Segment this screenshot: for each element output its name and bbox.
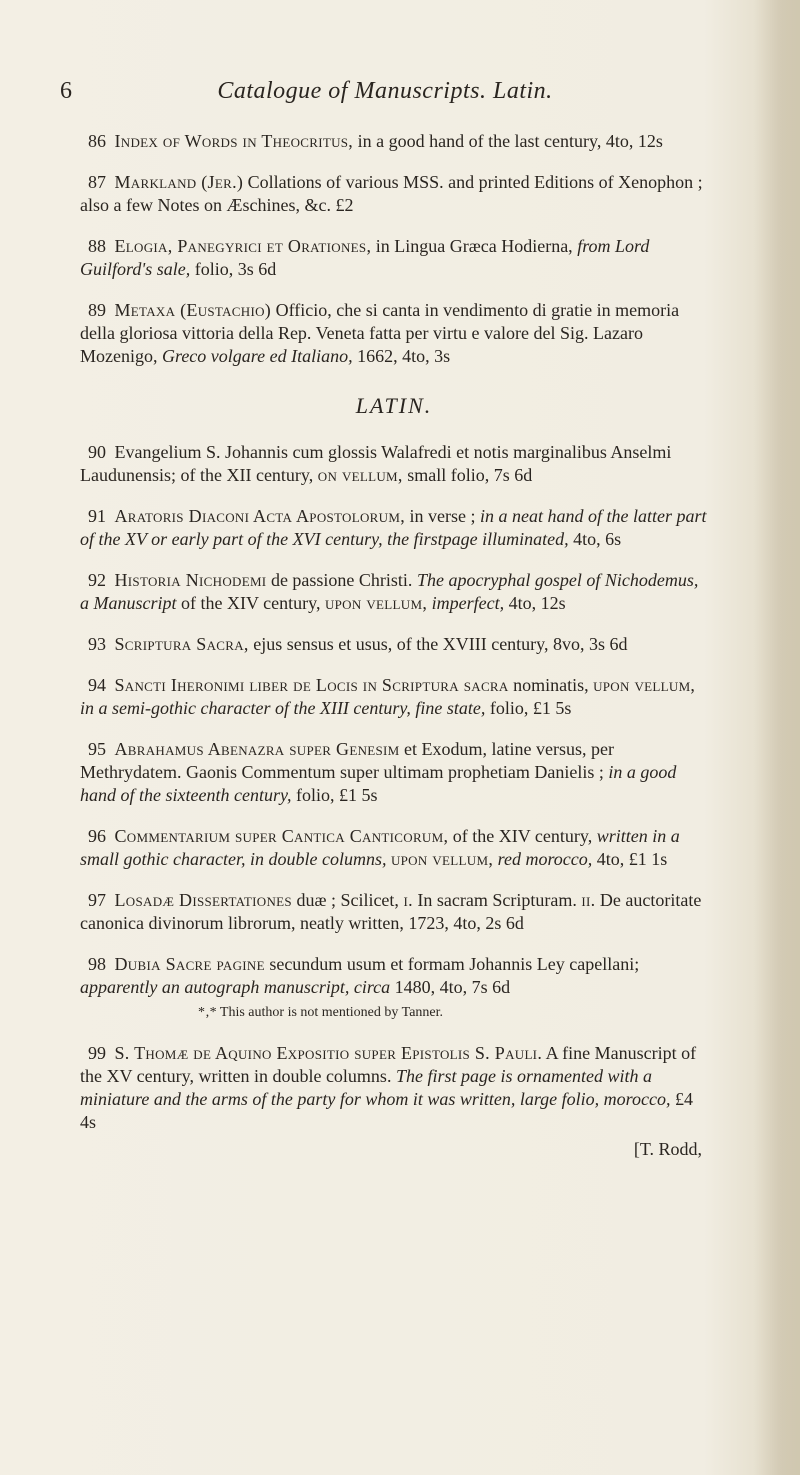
entry-part-marker: i. [403, 890, 413, 910]
entry-format-price: 4to, 12s [508, 593, 566, 613]
entry-footnote: *‚* This author is not mentioned by Tanner. [198, 1005, 444, 1020]
entry-number: 92 [88, 570, 106, 590]
entry-number: 96 [88, 826, 106, 846]
entry-text: in a good hand of the last century, 4to, 12s [357, 131, 663, 151]
entry-number: 86 [88, 131, 106, 151]
page-header [60, 78, 710, 112]
entry-number: 90 [88, 442, 106, 462]
entry-text: nominatis, [513, 675, 589, 695]
catchword: [T. Rodd, [633, 1139, 702, 1159]
entry-text: in verse ; [409, 506, 476, 526]
entry-provenance: from Lord Guilford's sale, [80, 236, 650, 279]
entry-number: 95 [88, 739, 106, 759]
entry-language: Greco volgare ed Italiano, [161, 346, 353, 366]
entry-title: Sancti Iheronimi liber de Locis in Scriptura sacra [114, 675, 509, 695]
section-heading-latin: LATIN. [355, 393, 433, 418]
entry-text: Officio, che si canta in vendimento di gratie in memoria della gloriosa vittoria della Rep. Veneta fatta per virtu e valore del Sig. Lazaro Mozenigo, [80, 300, 680, 366]
entry-date: of the XIV century, [452, 826, 593, 846]
entry-number: 88 [88, 236, 106, 256]
entry-95 [80, 738, 708, 807]
entry-material: upon vellum, [593, 675, 696, 695]
entry-binding: red morocco, [497, 849, 593, 869]
entry-93 [80, 633, 708, 656]
entry-title: Historia Nichodemi [114, 570, 267, 590]
page-edge-shadow [754, 0, 800, 1475]
entry-99 [80, 1042, 708, 1134]
entry-material: upon vellum, [324, 593, 428, 613]
entry-number: 98 [88, 954, 106, 974]
entry-98 [80, 953, 708, 999]
entry-90 [80, 441, 708, 487]
entry-text: duæ ; Scilicet, [296, 890, 399, 910]
entry-text: De auctoritate canonica divinorum librorum, neatly written, 1723, 4to, 2s 6d [80, 890, 702, 933]
entry-97 [80, 889, 708, 935]
entry-94 [80, 674, 708, 720]
entry-text: In sacram Scripturam. [417, 890, 577, 910]
entry-86 [80, 130, 708, 153]
entry-text: secundum usum et formam Johannis Ley capellani; [269, 954, 640, 974]
entry-format-price: folio, £1 5s [489, 698, 572, 718]
entry-text: A fine Manuscript of the XV century, written in double columns. [80, 1043, 697, 1086]
entry-format-price: folio, £1 5s [295, 785, 378, 805]
entry-number: 94 [88, 675, 106, 695]
entry-description: The first page is ornamented with a miniature and the arms of the party for whom it was written, large folio, morocco, [80, 1066, 671, 1109]
entry-96 [80, 825, 708, 871]
entry-91 [80, 505, 708, 551]
entry-format-price: 1662, 4to, 3s [357, 346, 451, 366]
entry-description: written in a small gothic character, in double columns, [80, 826, 680, 869]
catalogue-body [80, 130, 708, 1161]
entry-part-marker: ii. [581, 890, 596, 910]
entry-format-price: folio, 3s 6d [194, 259, 277, 279]
entry-text: ejus sensus et usus, of the XVIII century, 8vo, 3s 6d [253, 634, 628, 654]
entry-text: Evangelium S. Johannis cum glossis Walafredi et notis marginalibus Anselmi Laudunensis; of the XII century, [80, 442, 672, 485]
entry-title: Commentarium super Cantica Canticorum, [114, 826, 449, 846]
entry-number: 87 [88, 172, 106, 192]
entry-89 [80, 299, 708, 368]
entry-text: Collations of various MSS. and printed Editions of Xenophon ; also a few Notes on Æschines, &c. £2 [80, 172, 703, 215]
entry-number: 91 [88, 506, 106, 526]
page-number: 6 [60, 78, 72, 104]
entry-title: Abrahamus Abenazra super Genesim [114, 739, 400, 759]
entry-title: Metaxa (Eustachio) [114, 300, 272, 320]
entry-87 [80, 171, 708, 217]
entry-title: Markland (Jer.) [114, 172, 244, 192]
entry-88 [80, 235, 708, 281]
entry-description: apparently an autograph manuscript, circa [80, 977, 391, 997]
entry-number: 93 [88, 634, 106, 654]
entry-date: of the XIV century, [181, 593, 321, 613]
entry-text: de passione Christi. [270, 570, 413, 590]
entry-title: S. Thomæ de Aquino Expositio super Epistolis S. Pauli. [114, 1043, 543, 1063]
entry-description: in a semi-gothic character of the XIII century, fine state, [80, 698, 486, 718]
entry-material: upon vellum, [390, 849, 494, 869]
entry-title: Elogia, Panegyrici et Orationes, [114, 236, 372, 256]
entry-description: in a good hand of the sixteenth century, [80, 762, 677, 805]
entry-description: in a neat hand of the latter part of the XV or early part of the XVI century, the firstpage illuminated, [80, 506, 707, 549]
entry-condition: imperfect, [431, 593, 505, 613]
entry-title: Scriptura Sacra, [114, 634, 249, 654]
entry-title: Dubia Sacre pagine [114, 954, 265, 974]
entry-number: 97 [88, 890, 106, 910]
entry-price: £4 4s [80, 1089, 693, 1132]
entry-text: in Lingua Græca Hodierna, [375, 236, 573, 256]
entry-title: Aratoris Diaconi Acta Apostolorum, [114, 506, 405, 526]
entry-text: et Exodum, latine versus, per Methrydatem. Gaonis Commentum super ultimam prophetiam Danielis ; [80, 739, 614, 782]
entry-number: 89 [88, 300, 106, 320]
entry-format-price: small folio, 7s 6d [407, 465, 533, 485]
entry-format-price: 4to, £1 1s [596, 849, 668, 869]
entry-92 [80, 569, 708, 615]
entry-number: 99 [88, 1043, 106, 1063]
entry-format-price: 1480, 4to, 7s 6d [394, 977, 511, 997]
entry-description: The apocryphal gospel of Nichodemus, a Manuscript [80, 570, 699, 613]
entry-material: on vellum, [317, 465, 403, 485]
entry-title: Losadæ Dissertationes [114, 890, 292, 910]
entry-format-price: 4to, 6s [573, 529, 622, 549]
entry-title: Index of Words in Theocritus, [114, 131, 354, 151]
running-title: Catalogue of Manuscripts. Latin. [217, 78, 553, 104]
